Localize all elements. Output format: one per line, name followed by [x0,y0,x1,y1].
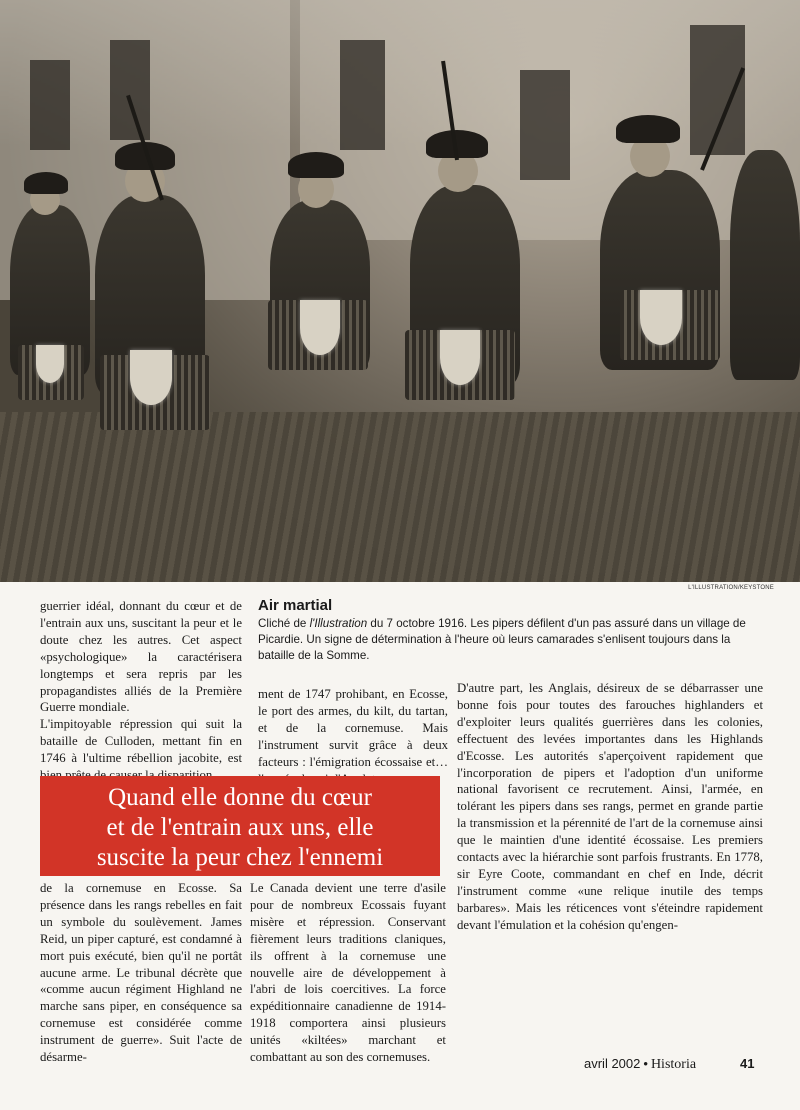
caption-title: Air martial [258,597,333,614]
page-number: 41 [740,1056,755,1071]
window [110,40,150,140]
pull-quote-line: suscite la peur chez l'ennemi [96,844,384,871]
caption-rest: du 7 octobre 1916. Les pipers défilent d'un pas assuré dans un village de Picardie. Un signe de détermination à l'heure où leurs camarades s'enlisent toujours dans la bataille de la Somme. [258,617,746,662]
paragraph: de la cornemuse en Ecosse. Sa présence dans les rangs rebelles en fait un symbole du soulèvement. James Reid, un piper capturé, est condamné à mort puis exécuté, bien qu'il ne portât aucune arme. Le tribunal décrète que «comme aucun régiment Highland ne marche sans piper, en conséquence sa cornemuse est considérée comme instrument de guerre». Suit l'acte de désarme- [40,881,242,1065]
page-footer [584,1056,696,1073]
paragraph: ment de 1747 prohibant, en Ecosse, le port des armes, du kilt, du tartan, et de la cornemuse. Mais l'instrument survit grâce à deux facteurs : l'émigration écossaise et… [258,687,448,769]
caption-body [258,616,766,664]
pull-quote-line: Quand elle donne du cœur [108,784,372,811]
pull-quote-line: et de l'entrain aux uns, elle [106,814,374,841]
sporran [440,330,480,385]
cobblestone-street [0,412,800,582]
sporran [300,300,340,355]
photo-credit: L'ILLUSTRATION/KEYSTONE [688,585,774,591]
caption-lead: Cliché de [258,617,310,630]
caption-publication: l'Illustration [309,617,368,630]
footer-separator: • [643,1056,648,1071]
column-1-bottom [40,880,242,1066]
pull-quote [40,776,440,876]
column-2-top [258,686,448,787]
sporran [640,290,682,345]
window [340,40,385,150]
column-1-top [40,598,242,784]
paragraph: L'impitoyable répression qui suit la bataille de Culloden, mettant fin en 1746 à l'ultime rébellion jacobite, est [40,717,242,766]
piper-figure [730,150,800,380]
bonnet [616,115,680,143]
bonnet [288,152,344,178]
magazine-name: Historia [650,1057,697,1072]
window [30,60,70,150]
paragraph: Le Canada devient une terre d'asile pour de nombreux Ecossais fuyant misère et répression. Conservant fièrement leurs traditions claniques, ils offrent à la cornemuse une nouvelle aire de développement à l'abri de lois coercitives. La force expéditionnaire canadienne de 1914-1918 comportera ainsi plusieurs unités «kiltées» marchant et combattant au son des cornemuses. [250,881,446,1065]
bonnet [24,172,68,194]
window [520,70,570,180]
paragraph: guerrier idéal, donnant du cœur et de l'entrain aux uns, suscitant la peur et le doute chez les autres. Cet aspect «psychologique» la caractérisera longtemps et sera repris par les propagandistes alliés de la Première Guerre mondiale. [40,599,242,715]
issue-date: avril 2002 [584,1056,641,1071]
sporran [130,350,172,405]
paragraph: D'autre part, les Anglais, désireux de se débarrasser une bonne fois pour toutes des farouches highlanders et d'exploiter leurs qualités guerrières dans les colonies, effectuent des levées importantes dans les Highlands d'Ecosse. Les autorités s'aperçoivent rapidement que l'incorporation de pipers et l'adoption d'un uniforme national favorisent ce recrutement. Ainsi, l'armée, en tolérant les pipers dans ses rangs, permet en grande partie la transmission et la pérennité de l'art de la cornemuse ainsi que le maintien d'une identité écossaise. Les premiers contacts avec la hiérarchie sont parfois frustrants. En 1778, sir Eyre Coote, commandant en chef en Inde, décrit l'instrument comme «une relique inutile des temps barbares». Mais les réticences vont s'éteindre rapidement devant l'émulation et la cohésion qu'engen- [457,681,763,932]
sporran [36,345,64,383]
column-2-bottom [250,880,446,1066]
column-3 [457,680,763,934]
